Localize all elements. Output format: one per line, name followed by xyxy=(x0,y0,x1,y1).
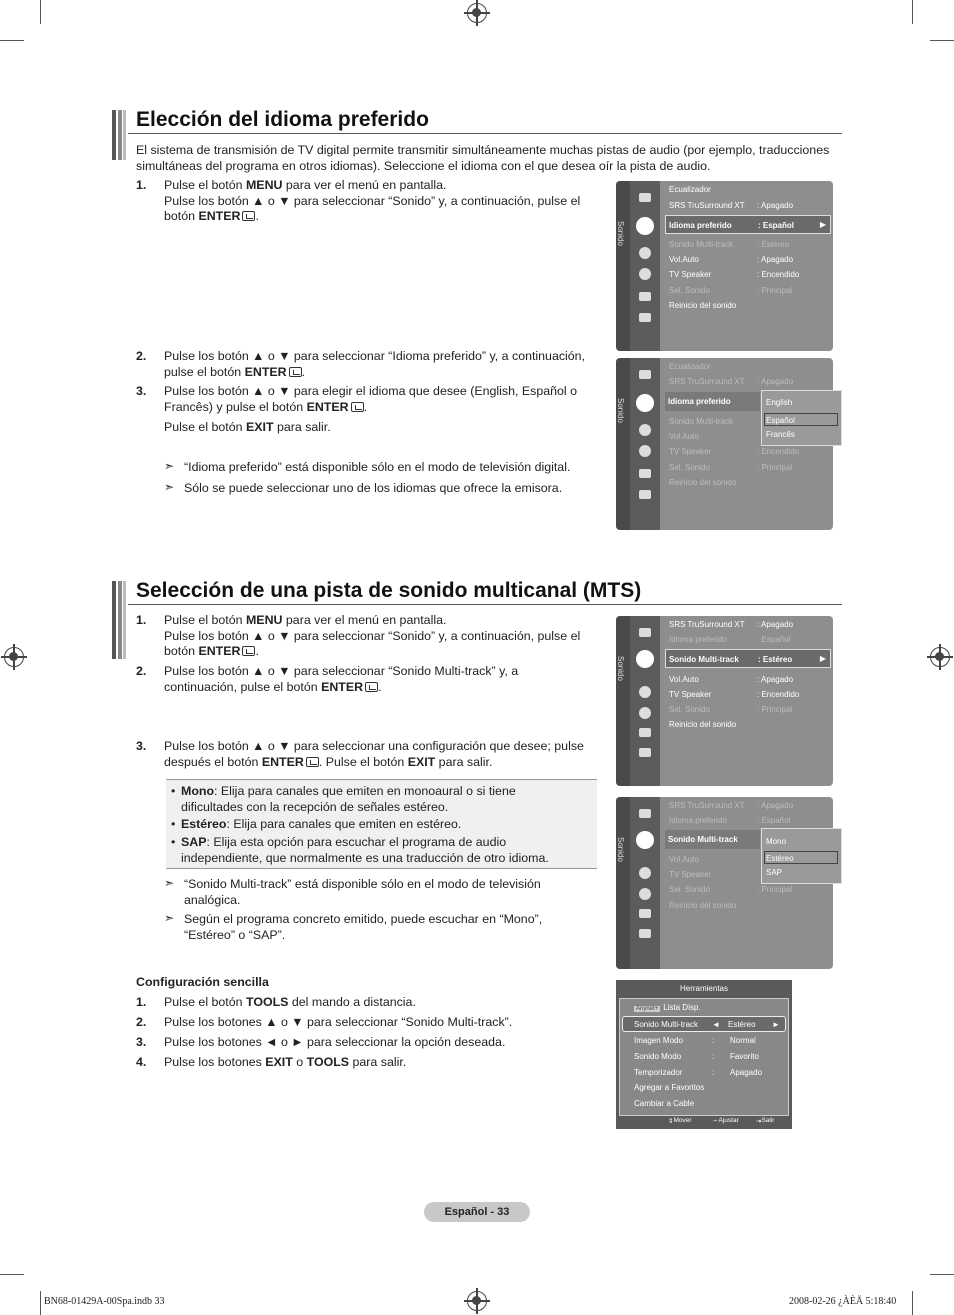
menu-item[interactable]: Ecualizador xyxy=(669,185,711,194)
step-text: Pulse el botón TOOLS del mando a distancia. xyxy=(164,995,416,1009)
step-text: Pulse los botones EXIT o TOOLS para salir. xyxy=(164,1055,407,1069)
tools-title: Herramientas xyxy=(679,984,728,993)
enter-icon xyxy=(242,211,255,221)
crop-mark xyxy=(40,1291,41,1315)
arrow-right-icon: ▶ xyxy=(819,654,826,663)
channel-icon xyxy=(639,686,651,698)
adjust-hint: ⇔ Ajustar xyxy=(712,1117,739,1124)
dropdown-option[interactable]: Francês xyxy=(766,430,795,439)
setup-gear-icon xyxy=(639,888,651,900)
menu-item[interactable]: Reinicio del sonido xyxy=(669,478,737,487)
crop-mark xyxy=(912,1291,913,1315)
note-text: Sólo se puede seleccionar uno de los idiomas que ofrece la emisora. xyxy=(184,481,563,495)
print-footer-left: BN68-01429A-00Spa.indb 33 xyxy=(44,1296,165,1307)
menu-item[interactable]: Sel. Sonido : Principal xyxy=(669,885,793,894)
step-number: 3. xyxy=(136,739,147,753)
application-icon xyxy=(639,929,651,938)
sound-icon xyxy=(636,394,654,412)
dropdown-option[interactable]: SAP xyxy=(766,868,783,877)
section-title: Elección del idioma preferido xyxy=(136,108,429,131)
menu-item-selected[interactable]: Sonido Multi-track : Estéreo ▶ xyxy=(665,649,831,668)
note-text: “Sonido Multi-track” está disponible sólo en el modo de televisión analógica. xyxy=(184,877,541,907)
tv-menu-sound: Sonido Ecualizador SRS TruSurround XT : Apagado Idioma preferido Sonido Multi-track Vol.Auto TV Speaker : Encendido Sel. Sonido : Principal Reinicio del sonido English Español Francês xyxy=(616,358,833,530)
input-icon xyxy=(639,728,651,737)
menu-item[interactable]: Ecualizador xyxy=(669,362,711,371)
arrow-right-icon: ▶ xyxy=(819,220,826,229)
step-number: 3. xyxy=(136,1035,147,1049)
menu-item-selected[interactable]: Sonido Multi-track xyxy=(665,830,760,849)
step-text: Pulse los botón ▲ o ▼ para seleccionar “Sonido Multi-track” y, a continuación, pulse el botón ENTER . xyxy=(164,664,519,694)
tools-item[interactable]: Temporizador : Apagado xyxy=(634,1068,763,1077)
application-icon xyxy=(639,748,651,757)
setup-gear-icon xyxy=(639,707,651,719)
sound-icon xyxy=(636,217,654,235)
step-text: Pulse los botón ▲ o ▼ para elegir el idioma que desee (English, Español o Francês) y pulse el botón ENTER . Pulse el botón EXIT para salir. xyxy=(164,384,578,434)
note-text: “Idioma preferido” está disponible sólo en el modo de televisión digital. xyxy=(184,460,571,474)
menu-item[interactable]: Vol.Auto xyxy=(669,432,699,441)
channel-icon xyxy=(639,867,651,879)
crop-mark xyxy=(912,0,913,24)
language-dropdown[interactable] xyxy=(761,390,842,446)
dropdown-option-selected[interactable]: Español xyxy=(764,413,838,426)
input-icon xyxy=(639,469,651,478)
crop-mark xyxy=(930,1274,954,1275)
registration-mark-icon xyxy=(467,1291,487,1311)
dropdown-option[interactable]: English xyxy=(766,398,793,407)
options-box xyxy=(166,779,597,869)
menu-item[interactable]: Vol.Auto : Apagado xyxy=(669,675,794,684)
step-text: Pulse el botón MENU para ver el menú en pantalla. Pulse los botón ▲ o ▼ para seleccionar “Sonido” y, a continuación, pulse el botón ENTER . xyxy=(164,178,581,223)
step-number: 1. xyxy=(136,178,147,192)
crop-mark xyxy=(930,40,954,41)
picture-icon xyxy=(639,628,651,637)
menu-item[interactable]: TV Speaker : Encendido xyxy=(669,270,800,279)
enter-icon xyxy=(306,757,319,767)
menu-item[interactable]: SRS TruSurround XT : Apagado xyxy=(669,801,794,810)
note-arrow-icon: ➣ xyxy=(164,876,175,890)
channel-icon xyxy=(639,247,651,259)
menu-item[interactable]: Idioma preferido : Español xyxy=(669,635,791,644)
setup-gear-icon xyxy=(639,445,651,457)
enter-icon xyxy=(365,682,378,692)
list-item: • SAP: Elija esta opción para escuchar el programa de audio independiente, que normalmente es una traducción de otro idioma. xyxy=(171,835,549,865)
menu-item[interactable]: Idioma preferido : Español xyxy=(669,816,791,825)
menu-item[interactable]: SRS TruSurround XT : Apagado xyxy=(669,201,794,210)
menu-item[interactable]: SRS TruSurround XT : Apagado xyxy=(669,620,794,629)
crop-mark xyxy=(0,40,24,41)
step-number: 4. xyxy=(136,1055,147,1069)
menu-item[interactable]: TV Speaker : Encendido xyxy=(669,447,800,456)
picture-icon xyxy=(639,193,651,202)
step-number: 1. xyxy=(136,613,147,627)
menu-item[interactable]: Sonido Multi-track xyxy=(669,417,734,426)
channel-icon xyxy=(639,424,651,436)
step-number: 3. xyxy=(136,384,147,398)
note-arrow-icon: ➣ xyxy=(164,911,175,925)
tools-item[interactable]: Agregar a Favoritos xyxy=(634,1083,705,1092)
step-text: Pulse el botón MENU para ver el menú en pantalla. Pulse los botón ▲ o ▼ para seleccionar “Sonido” y, a continuación, pulse el botón ENTER . xyxy=(164,613,581,658)
tools-menu xyxy=(616,980,792,1129)
crop-mark xyxy=(40,0,41,24)
menu-item[interactable]: Reinicio del sonido xyxy=(669,301,737,310)
enter-icon xyxy=(242,646,255,656)
menu-item[interactable]: Vol.Auto : Apagado xyxy=(669,255,794,264)
step-text: Pulse los botón ▲ o ▼ para seleccionar una configuración que desee; pulse después el botón ENTER . Pulse el botón EXIT para salir. xyxy=(164,739,584,769)
setup-gear-icon xyxy=(639,268,651,280)
menu-item-selected[interactable]: Idioma preferido : Español ▶ xyxy=(665,215,831,234)
step-text: Pulse los botón ▲ o ▼ para seleccionar “Idioma preferido” y, a continuación, pulse el botón ENTER . xyxy=(164,349,586,379)
tools-item[interactable]: Sonido Multi-track ◄ Estéreo ► xyxy=(634,1020,780,1029)
registration-mark-icon xyxy=(930,647,950,667)
dropdown-option[interactable]: Mono xyxy=(766,837,787,846)
dropdown-option-selected[interactable]: Estéreo xyxy=(764,851,838,864)
section-rule xyxy=(128,133,842,134)
step-text: Pulse los botones ◄ o ► para seleccionar la opción deseada. xyxy=(164,1035,506,1049)
note-text: Según el programa concreto emitido, puede escuchar en “Mono”, “Estéreo” o “SAP”. xyxy=(184,912,543,942)
menu-item[interactable]: Vol.Auto xyxy=(669,855,699,864)
registration-mark-icon xyxy=(467,3,487,23)
subsection-title: Configuración sencilla xyxy=(136,975,269,989)
menu-item[interactable]: Sel. Sonido : Principal xyxy=(669,705,793,714)
note-arrow-icon: ➣ xyxy=(164,459,175,473)
input-icon xyxy=(639,292,651,301)
menu-item[interactable]: SRS TruSurround XT : Apagado xyxy=(669,377,794,386)
input-icon xyxy=(639,909,651,918)
tv-menu-sound: Sonido SRS TruSurround XT : Apagado Idioma preferido : Español Sonido Multi-track : Estéreo ▶ Vol.Auto : Apagado TV Speaker : Encendido Sel. Sonido : Principal Reinicio del sonido xyxy=(616,616,833,786)
exit-hint: ⇥ Salir xyxy=(756,1117,775,1125)
tv-menu-sound: Sonido SRS TruSurround XT : Apagado Idioma preferido : Español Sonido Multi-track Vol.Auto TV Speaker Sel. Sonido : Principal Reinicio del sonido Mono Estéreo SAP xyxy=(616,797,833,969)
menu-item-selected[interactable]: Idioma preferido xyxy=(665,392,760,411)
tools-item[interactable]: Imagen Modo : Normal xyxy=(634,1036,756,1045)
page-number: Español - 33 xyxy=(424,1202,530,1222)
sound-icon xyxy=(636,650,654,668)
tv-menu-sound: Sonido Ecualizador SRS TruSurround XT : Apagado Idioma preferido : Español ▶ Sonido Multi-track : Estéreo Vol.Auto : Apagado TV Speaker : Encendido Sel. Sonido : Principal Reinicio del sonido xyxy=(616,181,833,351)
section-rule xyxy=(128,604,842,605)
menu-item[interactable]: TV Speaker : Encendido xyxy=(669,690,800,699)
step-text: Pulse los botones ▲ o ▼ para seleccionar “Sonido Multi-track”. xyxy=(164,1015,513,1029)
menu-item[interactable]: Reinicio del sonido xyxy=(669,901,737,910)
picture-icon xyxy=(639,809,651,818)
section-title: Selección de una pista de sonido multicanal (MTS) xyxy=(136,579,642,602)
tools-item[interactable]: Sonido Modo : Favorito xyxy=(634,1052,759,1061)
menu-item[interactable]: Sel. Sonido : Principal xyxy=(669,463,793,472)
menu-item[interactable]: TV Speaker xyxy=(669,870,712,879)
menu-item[interactable]: Reinicio del sonido xyxy=(669,720,737,729)
tools-item[interactable]: Anynet+ Lista Disp. xyxy=(636,1003,701,1012)
registration-mark-icon xyxy=(4,647,24,667)
section-marker xyxy=(112,581,126,659)
section-marker xyxy=(112,110,126,160)
section-intro: El sistema de transmisión de TV digital permite transmitir simultáneamente muchas pistas de audio (por ejemplo, traducciones simultáneas del programa en otros idiomas). Seleccione el idioma con el que desea oír la pista de audio. xyxy=(136,143,830,173)
multitrack-dropdown[interactable] xyxy=(761,828,842,884)
tools-item[interactable]: Cambiar a Cable xyxy=(634,1099,695,1108)
step-number: 2. xyxy=(136,1015,147,1029)
enter-icon xyxy=(351,402,364,412)
print-footer-right: 2008-02-26 ¿ÀÈÄ 5:18:40 xyxy=(789,1296,897,1307)
enter-icon xyxy=(289,367,302,377)
list-item: • Mono: Elija para canales que emiten en monoaural o si tiene dificultades con la recepción de señales estéreo. xyxy=(171,784,516,814)
crop-mark xyxy=(0,1274,24,1275)
step-number: 1. xyxy=(136,995,147,1009)
picture-icon xyxy=(639,370,651,379)
menu-item[interactable]: Sonido Multi-track : Estéreo xyxy=(669,240,790,249)
application-icon xyxy=(639,313,651,322)
move-hint: ⇕ Mover xyxy=(668,1117,692,1125)
note-arrow-icon: ➣ xyxy=(164,480,175,494)
step-number: 2. xyxy=(136,349,147,363)
step-number: 2. xyxy=(136,664,147,678)
sound-icon xyxy=(636,831,654,849)
anynet-logo: Anynet+ xyxy=(636,1006,659,1012)
application-icon xyxy=(639,490,651,499)
list-item: • Estéreo: Elija para canales que emiten en estéreo. xyxy=(171,817,462,831)
menu-item[interactable]: Sel. Sonido : Principal xyxy=(669,286,793,295)
